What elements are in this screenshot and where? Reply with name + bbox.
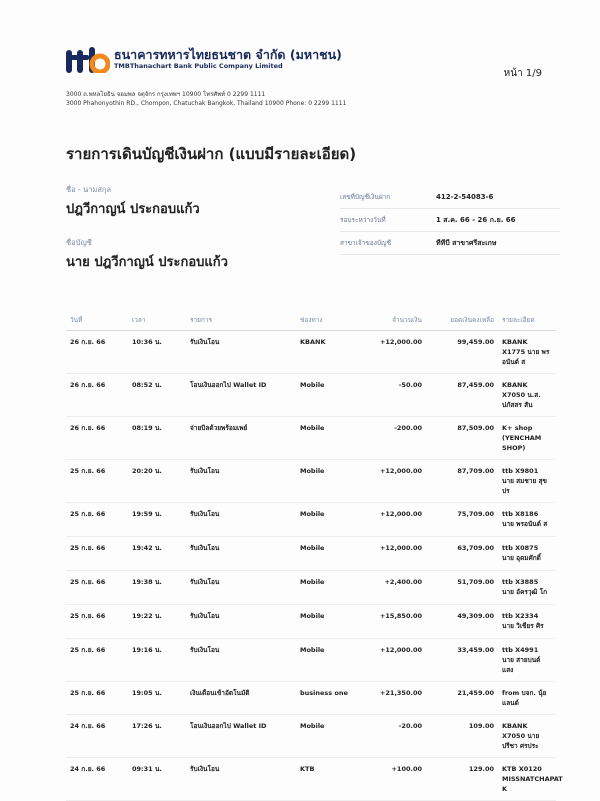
bank-name-en: TMBThanachart Bank Public Company Limited <box>114 62 283 70</box>
info-value: 412-2-54083-6 <box>436 193 494 201</box>
page-title: รายการเดินบัญชีเงินฝาก (แบบมีรายละเอียด) <box>66 145 357 163</box>
cell-date: 25 ก.ย. 66 <box>66 605 128 639</box>
page-number: หน้า 1/9 <box>503 68 542 79</box>
cell-time: 10:36 น. <box>128 331 186 374</box>
info-label: เลขที่บัญชีเงินฝาก <box>340 193 391 201</box>
cell-channel: KBANK <box>296 331 366 374</box>
table-row <box>66 758 556 801</box>
table-header-row <box>66 310 556 331</box>
info-value: 1 ส.ค. 66 - 26 ก.ย. 66 <box>436 215 516 224</box>
cell-time: 17:26 น. <box>128 715 186 758</box>
cell-detail: ttb X9801 นาย สมชาย สุขปร <box>498 460 556 503</box>
name-label: ชื่อ - นามสกุล <box>66 185 112 194</box>
cell-detail: KTB X0120 MISSNATCHAPAT K <box>498 758 556 801</box>
cell-channel: Mobile <box>296 374 366 417</box>
cell-channel: Mobile <box>296 503 366 537</box>
cell-balance: 87,709.00 <box>426 460 498 503</box>
cell-channel: Mobile <box>296 571 366 605</box>
cell-detail: KBANK X7050 นาย ปรีชา ศรประ <box>498 715 556 758</box>
col-header-balance: ยอดเงินคงเหลือ <box>426 310 498 331</box>
address-th: 3000 ถ.พหลโยธิน จอมพล จตุจักร กรุงเทพฯ 10900 โทรศัพท์ 0 2299 1111 <box>66 91 266 98</box>
ttb-logo-icon <box>66 47 110 73</box>
table-row <box>66 417 556 460</box>
cell-item: รับเงินโอน <box>186 460 296 503</box>
cell-channel: Mobile <box>296 715 366 758</box>
cell-time: 19:38 น. <box>128 571 186 605</box>
cell-item: รับเงินโอน <box>186 758 296 801</box>
col-header-time: เวลา <box>128 310 186 331</box>
cell-item: รับเงินโอน <box>186 503 296 537</box>
cell-date: 25 ก.ย. 66 <box>66 537 128 571</box>
cell-time: 19:16 น. <box>128 639 186 682</box>
cell-amount: -50.00 <box>366 374 426 417</box>
cell-date: 24 ก.ย. 66 <box>66 715 128 758</box>
col-header-date: วันที่ <box>66 310 128 331</box>
cell-item: รับเงินโอน <box>186 331 296 374</box>
cell-amount: +12,000.00 <box>366 460 426 503</box>
cell-date: 26 ก.ย. 66 <box>66 331 128 374</box>
cell-amount: +12,000.00 <box>366 503 426 537</box>
cell-item: โอนเงินออกไป Wallet ID <box>186 715 296 758</box>
cell-time: 20:20 น. <box>128 460 186 503</box>
table-row <box>66 571 556 605</box>
bank-name-th: ธนาคารทหารไทยธนชาต จำกัด (มหาชน) <box>114 47 342 62</box>
cell-channel: Mobile <box>296 639 366 682</box>
table-row <box>66 682 556 715</box>
account-name-label: ชื่อบัญชี <box>66 238 92 247</box>
cell-date: 25 ก.ย. 66 <box>66 503 128 537</box>
cell-time: 09:31 น. <box>128 758 186 801</box>
cell-balance: 49,309.00 <box>426 605 498 639</box>
cell-channel: Mobile <box>296 605 366 639</box>
name-value: ปฎวีกาญน์ ประกอบแก้ว <box>66 202 200 217</box>
info-row <box>340 232 560 255</box>
cell-amount: -200.00 <box>366 417 426 460</box>
account-name-value: นาย ปฎวีกาญน์ ประกอบแก้ว <box>66 255 228 270</box>
table-row <box>66 605 556 639</box>
cell-date: 25 ก.ย. 66 <box>66 571 128 605</box>
cell-detail: ttb X4991 นาย สายบนต์ แสง <box>498 639 556 682</box>
cell-detail: K+ shop (YENCHAM SHOP) <box>498 417 556 460</box>
cell-detail: ttb X2334 นาย วิเชียร ศิร <box>498 605 556 639</box>
cell-item: รับเงินโอน <box>186 537 296 571</box>
cell-date: 25 ก.ย. 66 <box>66 460 128 503</box>
table-row <box>66 537 556 571</box>
info-label: รอบระหว่างวันที่ <box>340 216 386 224</box>
cell-balance: 87,459.00 <box>426 374 498 417</box>
cell-date: 26 ก.ย. 66 <box>66 374 128 417</box>
table-row <box>66 639 556 682</box>
cell-time: 19:42 น. <box>128 537 186 571</box>
cell-balance: 99,459.00 <box>426 331 498 374</box>
cell-amount: +2,400.00 <box>366 571 426 605</box>
table-row <box>66 374 556 417</box>
cell-balance: 51,709.00 <box>426 571 498 605</box>
info-row <box>340 209 560 232</box>
cell-time: 08:19 น. <box>128 417 186 460</box>
cell-item: รับเงินโอน <box>186 571 296 605</box>
info-row <box>340 186 560 209</box>
cell-detail: from บจก. นุ้ยแลนด์ <box>498 682 556 715</box>
cell-time: 19:22 น. <box>128 605 186 639</box>
cell-balance: 63,709.00 <box>426 537 498 571</box>
cell-channel: Mobile <box>296 460 366 503</box>
table-row <box>66 331 556 374</box>
cell-channel: Mobile <box>296 537 366 571</box>
cell-balance: 21,459.00 <box>426 682 498 715</box>
cell-amount: +100.00 <box>366 758 426 801</box>
cell-balance: 33,459.00 <box>426 639 498 682</box>
cell-item: จ่ายบิลด้วยพร้อมเพย์ <box>186 417 296 460</box>
cell-detail: ttb X8186 นาย พรอนันต์ ส <box>498 503 556 537</box>
cell-item: เงินเดือนเข้าอัตโนมัติ <box>186 682 296 715</box>
cell-balance: 109.00 <box>426 715 498 758</box>
cell-item: รับเงินโอน <box>186 639 296 682</box>
cell-amount: +12,000.00 <box>366 331 426 374</box>
cell-balance: 87,509.00 <box>426 417 498 460</box>
cell-detail: KBANK X7050 น.ส. ปภัสสร สัน <box>498 374 556 417</box>
cell-amount: +12,000.00 <box>366 537 426 571</box>
col-header-detail: รายละเอียด <box>498 310 556 331</box>
info-value: ทีทีบี สาขาศรีสะเกษ <box>436 238 497 247</box>
cell-balance: 75,709.00 <box>426 503 498 537</box>
table-row <box>66 503 556 537</box>
transactions-table <box>66 310 563 801</box>
cell-channel: KTB <box>296 758 366 801</box>
cell-item: โอนเงินออกไป Wallet ID <box>186 374 296 417</box>
cell-channel: Mobile <box>296 417 366 460</box>
cell-amount: +21,350.00 <box>366 682 426 715</box>
col-header-item: รายการ <box>186 310 296 331</box>
cell-channel: business one <box>296 682 366 715</box>
cell-amount: -20.00 <box>366 715 426 758</box>
account-info <box>340 186 560 255</box>
cell-detail: KBANK X1775 นาย พรอนันต์ ส <box>498 331 556 374</box>
cell-time: 08:52 น. <box>128 374 186 417</box>
col-header-amount: จำนวนเงิน <box>366 310 426 331</box>
cell-date: 26 ก.ย. 66 <box>66 417 128 460</box>
cell-time: 19:59 น. <box>128 503 186 537</box>
cell-item: รับเงินโอน <box>186 605 296 639</box>
info-label: สาขาเจ้าของบัญชี <box>340 239 391 247</box>
address-en: 3000 Phahonyothin RD., Chompon, Chatuchak Bangkok, Thailand 10900 Phone: 0 2299 1111 <box>66 100 347 107</box>
cell-detail: ttb X3885 นาย อัครวุฒิ โก <box>498 571 556 605</box>
cell-detail: ttb X0875 นาย อุดมศักดิ์ <box>498 537 556 571</box>
table-row <box>66 460 556 503</box>
cell-amount: +12,000.00 <box>366 639 426 682</box>
cell-date: 25 ก.ย. 66 <box>66 639 128 682</box>
cell-balance: 129.00 <box>426 758 498 801</box>
table-row <box>66 715 556 758</box>
cell-amount: +15,850.00 <box>366 605 426 639</box>
col-header-channel: ช่องทาง <box>296 310 366 331</box>
cell-time: 19:05 น. <box>128 682 186 715</box>
cell-date: 25 ก.ย. 66 <box>66 682 128 715</box>
cell-date: 24 ก.ย. 66 <box>66 758 128 801</box>
